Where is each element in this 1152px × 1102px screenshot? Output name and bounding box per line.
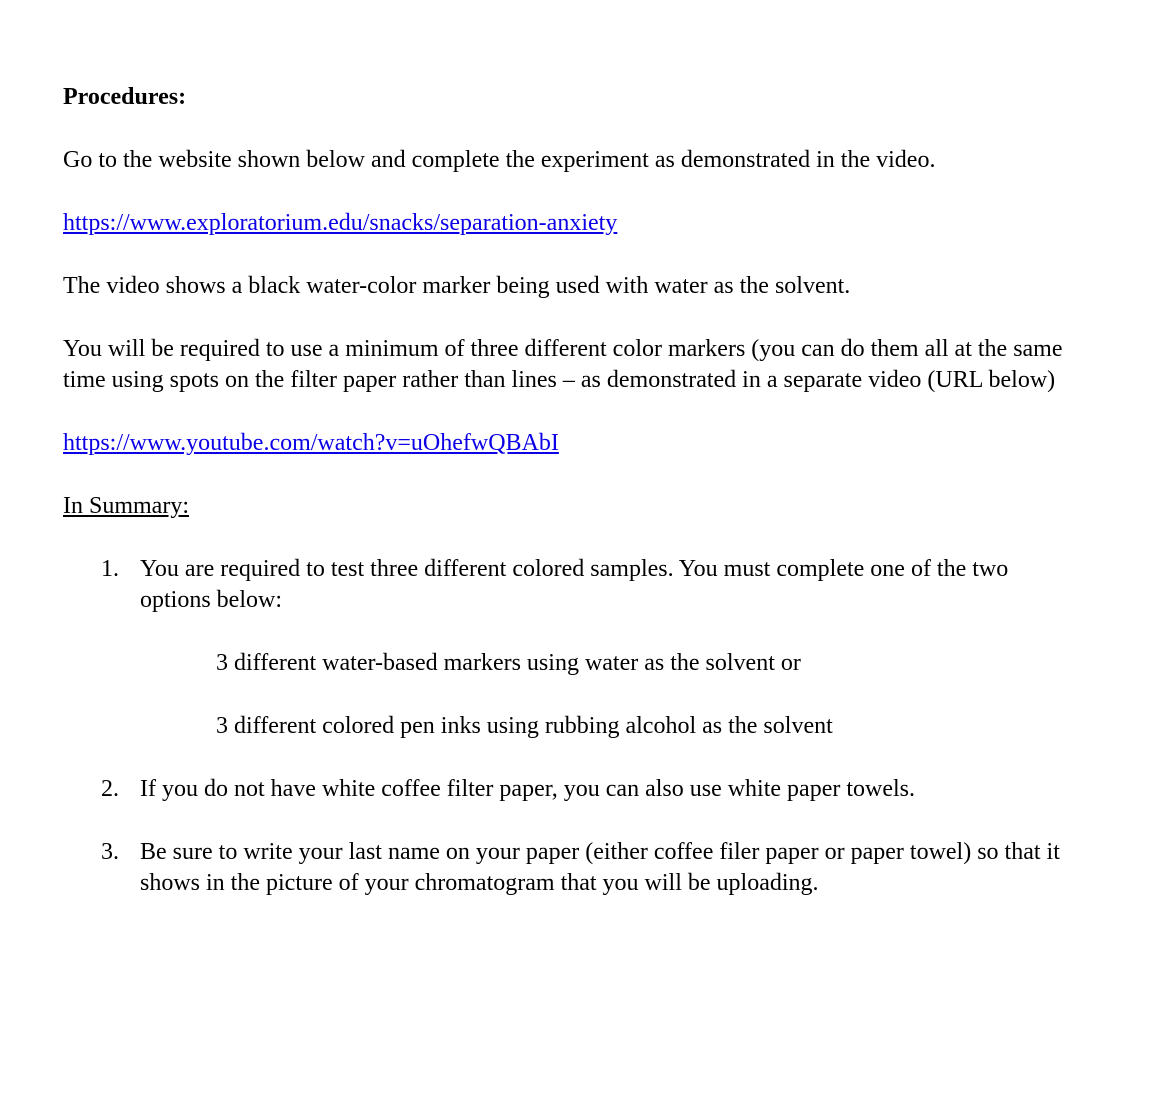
option-pen-inks: 3 different colored pen inks using rubbing alcohol as the solvent (216, 713, 833, 739)
summary-heading: In Summary: (63, 493, 189, 519)
list-item (63, 554, 1063, 616)
summary-steps-list-continued (63, 774, 1063, 805)
summary-steps-list (63, 554, 1063, 616)
video-note-paragraph: The video shows a black water-color marker being used with water as the solvent. (63, 273, 851, 299)
exploratorium-link[interactable]: https://www.exploratorium.edu/snacks/separation-anxiety (63, 210, 618, 236)
step-number: 3. (101, 839, 119, 865)
document-page (63, 82, 1063, 899)
procedures-heading: Procedures: (63, 84, 187, 110)
step-number: 1. (101, 556, 119, 582)
summary-steps-list-final (63, 837, 1063, 899)
intro-paragraph: Go to the website shown below and complete the experiment as demonstrated in the video. (63, 147, 936, 173)
option-water-markers: 3 different water-based markers using water as the solvent or (216, 650, 801, 676)
list-item (63, 837, 1063, 899)
requirement-paragraph: You will be required to use a minimum of three different color markers (you can do them all at the same time using spots on the filter paper rather than lines – as demonstrated in a separate video (URL below) (63, 336, 1063, 393)
youtube-link[interactable]: https://www.youtube.com/watch?v=uOhefwQBAbI (63, 430, 559, 456)
step-number: 2. (101, 776, 119, 802)
list-item (63, 774, 1063, 805)
step-text: You are required to test three different colored samples. You must complete one of the two options below: (140, 556, 1009, 613)
link-youtube-line (63, 428, 1063, 459)
link-exploratorium-line (63, 208, 1063, 239)
step-text: Be sure to write your last name on your paper (either coffee filer paper or paper towel) so that it shows in the picture of your chromatogram that you will be uploading. (140, 839, 1060, 896)
step-text: If you do not have white coffee filter paper, you can also use white paper towels. (140, 776, 915, 802)
